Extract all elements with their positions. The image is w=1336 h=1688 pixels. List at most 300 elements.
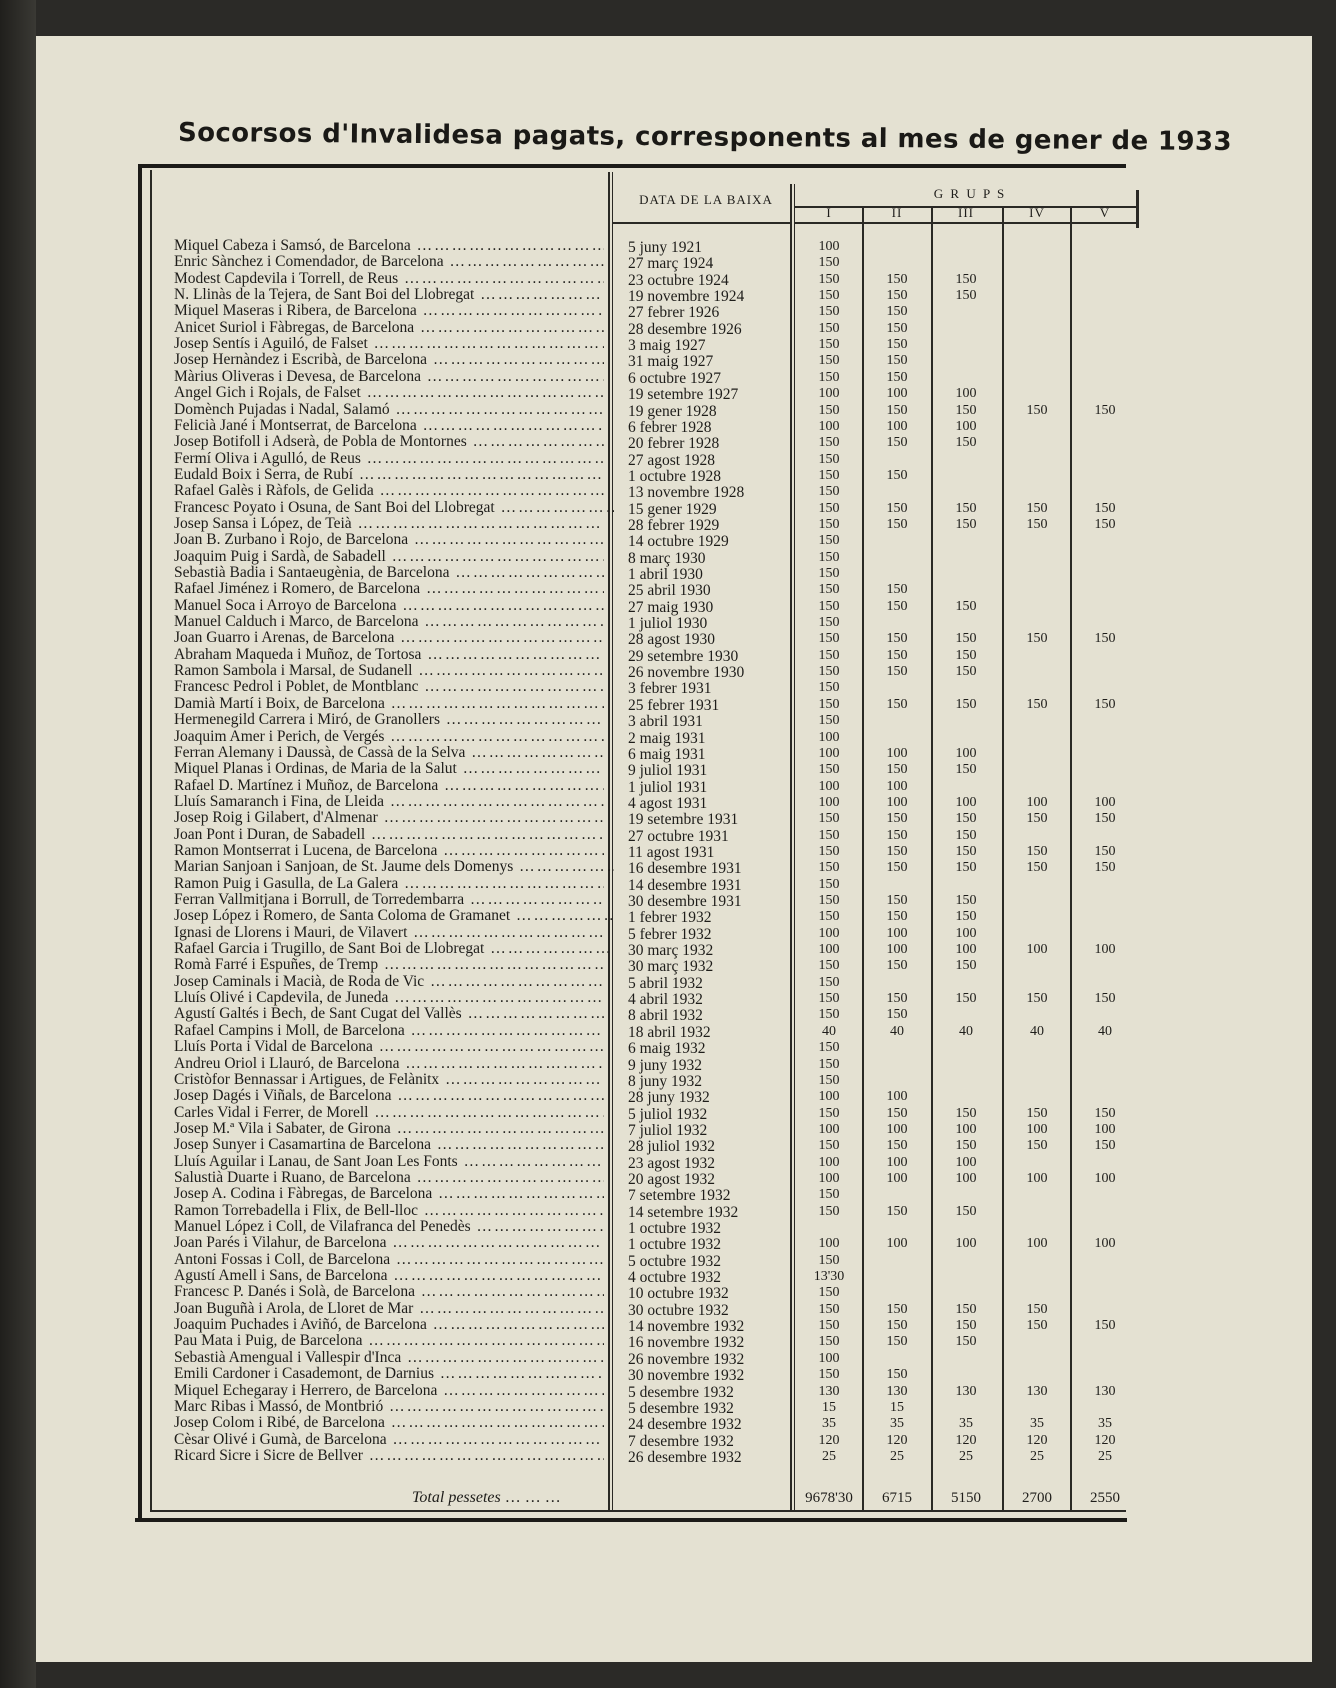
row-value-group-1: 25 [822,1449,836,1464]
row-value-group-2: 150 [886,697,908,712]
row-value-group-3: 130 [955,1384,977,1399]
row-value-group-5: 40 [1098,1024,1112,1039]
row-date: 5 desembre 1932 [628,1400,734,1417]
row-name: Josep Hernàndez i Escribà, de Barcelona …………………………………………………………………………………………………… [174,352,604,368]
row-value-group-2: 150 [886,958,908,973]
row-date: 28 juliol 1932 [628,1138,715,1155]
row-name: Romà Farré i Espuñes, de Tremp …………………………………………………………………………………………………… [174,957,604,973]
row-value-group-1: 130 [818,1384,840,1399]
row-value-group-4: 150 [1026,860,1048,875]
row-date: 5 juliol 1932 [628,1106,708,1123]
row-value-group-4: 100 [1026,1122,1048,1137]
row-value-group-1: 100 [818,1155,840,1170]
table-inner-border [150,170,152,1512]
row-date: 18 abril 1932 [628,1024,711,1041]
row-value-group-3: 150 [955,517,977,532]
row-date: 13 novembre 1928 [628,484,745,501]
row-name: Rafael Galès i Ràfols, de Gelida …………………………………………………………………………………………………… [174,483,604,499]
row-date: 2 maig 1931 [628,730,706,747]
row-value-group-1: 150 [818,1204,840,1219]
row-name: Abraham Maqueda i Muñoz, de Tortosa …………………………………………………………………………………………………… [174,647,604,663]
row-value-group-1: 100 [818,1236,840,1251]
row-value-group-3: 100 [955,926,977,941]
row-value-group-4: 130 [1026,1384,1048,1399]
row-date: 26 novembre 1930 [628,664,745,681]
row-value-group-2: 150 [886,762,908,777]
row-date: 3 maig 1927 [628,337,706,354]
row-value-group-1: 150 [818,1057,840,1072]
row-name: Andreu Oriol i Llauró, de Barcelona …………………………………………………………………………………………………… [174,1056,604,1072]
row-date: 28 desembre 1926 [628,321,742,338]
row-name: Agustí Galtés i Bech, de Sant Cugat del Vallès …………………………………………………………………………………………………… [174,1006,604,1022]
row-date: 19 novembre 1924 [628,288,745,305]
row-name: Carles Vidal i Ferrer, de Morell …………………………………………………………………………………………………… [174,1105,604,1121]
row-date: 30 desembre 1931 [628,893,742,910]
row-name: Sebastià Amengual i Vallespir d'Inca …………………………………………………………………………………………………… [174,1350,604,1366]
row-value-group-2: 150 [886,631,908,646]
row-name: Cristòfor Bennassar i Artigues, de Felànitx …………………………………………………………………………………………………… [174,1072,604,1088]
row-name: Joan Pont i Duran, de Sabadell …………………………………………………………………………………………………… [174,827,604,843]
row-name: Francesc Pedrol i Poblet, de Montblanc …………………………………………………………………………………………………… [174,679,604,695]
row-value-group-5: 100 [1094,942,1116,957]
table-inner-border-bottom [150,1510,1126,1512]
row-value-group-1: 150 [818,566,840,581]
row-value-group-2: 150 [886,599,908,614]
row-value-group-1: 150 [818,1285,840,1300]
row-date: 6 octubre 1927 [628,370,721,387]
header-group-2: II [891,205,903,220]
row-value-group-1: 150 [818,762,840,777]
row-value-group-4: 150 [1026,1138,1048,1153]
row-value-group-3: 25 [959,1449,973,1464]
row-value-group-1: 150 [818,615,840,630]
row-value-group-4: 150 [1026,697,1048,712]
row-name: Josep López i Romero, de Santa Coloma de Gramanet …………………………………………………………………………………………………… [174,908,614,924]
row-value-group-2: 120 [886,1433,908,1448]
row-value-group-2: 150 [886,828,908,843]
row-date: 25 febrer 1931 [628,697,720,714]
row-name: Francesc Poyato i Osuna, de Sant Boi del Llobregat …………………………………………………………………………………………………… [174,500,614,516]
row-name: Miquel Cabeza i Samsó, de Barcelona …………………………………………………………………………………………………… [174,238,604,254]
row-value-group-4: 100 [1026,1236,1048,1251]
row-value-group-1: 150 [818,288,840,303]
header-group-1: I [826,205,832,220]
row-value-group-3: 100 [955,1171,977,1186]
row-value-group-1: 150 [818,484,840,499]
row-value-group-3: 150 [955,435,977,450]
row-value-group-2: 150 [886,909,908,924]
header-divider-date [612,222,792,224]
row-name: Rafael Jiménez i Romero, de Barcelona …………………………………………………………………………………………………… [174,581,604,597]
row-value-group-1: 150 [818,844,840,859]
row-value-group-2: 100 [886,795,908,810]
header-grups: G R U P S [933,186,1007,201]
row-value-group-1: 150 [818,1187,840,1202]
header-group-3: III [958,205,974,220]
row-name: Damià Martí i Boix, de Barcelona …………………………………………………………………………………………………… [174,696,604,712]
table-frame-bottom [135,1518,1127,1522]
row-name: Rafael Garcia i Trugillo, de Sant Boi de Llobregat …………………………………………………………………………………………………… [174,941,614,957]
row-value-group-4: 120 [1026,1433,1048,1448]
row-value-group-3: 150 [955,844,977,859]
row-value-group-4: 150 [1026,844,1048,859]
row-value-group-5: 25 [1098,1449,1112,1464]
row-name: Joan Parés i Vilahur, de Barcelona …………………………………………………………………………………………………… [174,1235,604,1251]
row-value-group-2: 100 [886,419,908,434]
row-value-group-4: 150 [1026,501,1048,516]
row-value-group-2: 150 [886,1302,908,1317]
row-value-group-4: 150 [1026,517,1048,532]
row-value-group-4: 40 [1030,1024,1044,1039]
row-value-group-3: 150 [955,828,977,843]
row-value-group-2: 25 [890,1449,904,1464]
row-value-group-4: 150 [1026,403,1048,418]
row-date: 20 febrer 1928 [628,435,720,452]
row-value-group-5: 150 [1094,1318,1116,1333]
row-value-group-2: 150 [886,337,908,352]
row-value-group-3: 150 [955,860,977,875]
row-value-group-2: 150 [886,501,908,516]
row-date: 1 octubre 1928 [628,468,721,485]
row-date: 26 novembre 1932 [628,1351,745,1368]
row-date: 5 abril 1932 [628,975,703,992]
row-value-group-1: 150 [818,680,840,695]
row-date: 30 octubre 1932 [628,1302,729,1319]
row-value-group-3: 150 [955,1106,977,1121]
row-name: Domènch Pujadas i Nadal, Salamó …………………………………………………………………………………………………… [174,402,604,418]
row-value-group-2: 150 [886,991,908,1006]
row-date: 27 agost 1928 [628,452,715,469]
row-value-group-2: 100 [886,1122,908,1137]
row-value-group-3: 150 [955,991,977,1006]
row-value-group-3: 150 [955,1204,977,1219]
row-name: Modest Capdevila i Torrell, de Reus …………………………………………………………………………………………………… [174,271,604,287]
row-value-group-1: 150 [818,582,840,597]
row-value-group-4: 100 [1026,795,1048,810]
row-name: Josep A. Codina i Fàbregas, de Barcelona …………………………………………………………………………………………………… [174,1186,604,1202]
row-value-group-3: 100 [955,419,977,434]
row-date: 30 novembre 1932 [628,1367,745,1384]
row-name: Ramon Torrebadella i Flix, de Bell-lloc …………………………………………………………………………………………………… [174,1203,604,1219]
row-value-group-3: 120 [955,1433,977,1448]
row-value-group-3: 100 [955,795,977,810]
row-value-group-2: 150 [886,1367,908,1382]
row-value-group-2: 100 [886,746,908,761]
row-value-group-1: 150 [818,403,840,418]
row-name: Ignasi de Llorens i Mauri, de Vilavert …………………………………………………………………………………………………… [174,925,604,941]
row-name: Josep Colom i Ribé, de Barcelona …………………………………………………………………………………………………… [174,1415,604,1431]
row-value-group-1: 150 [818,991,840,1006]
row-name: Miquel Echegaray i Herrero, de Barcelona …………………………………………………………………………………………………… [174,1383,604,1399]
row-value-group-1: 100 [818,746,840,761]
row-value-group-2: 150 [886,1106,908,1121]
row-value-group-1: 150 [818,370,840,385]
total-group-1: 9678'30 [805,1490,853,1506]
row-value-group-2: 150 [886,893,908,908]
row-date: 10 octubre 1932 [628,1285,729,1302]
row-value-group-2: 100 [886,1171,908,1186]
row-value-group-1: 150 [818,435,840,450]
row-value-group-1: 150 [818,272,840,287]
row-value-group-2: 150 [886,1318,908,1333]
row-name: Josep Dagés i Viñals, de Barcelona …………………………………………………………………………………………………… [174,1088,604,1104]
row-value-group-4: 150 [1026,1106,1048,1121]
row-value-group-1: 120 [818,1433,840,1448]
row-value-group-3: 150 [955,288,977,303]
row-date: 6 maig 1931 [628,746,706,763]
row-value-group-5: 150 [1094,631,1116,646]
total-group-4: 2700 [1022,1490,1052,1506]
row-name: Josep Sunyer i Casamartina de Barcelona …………………………………………………………………………………………………… [174,1137,604,1153]
row-value-group-1: 150 [818,697,840,712]
row-value-group-1: 150 [818,452,840,467]
row-value-group-1: 150 [818,321,840,336]
row-name: Josep M.ª Vila i Sabater, de Girona …………………………………………………………………………………………………… [174,1121,604,1137]
row-value-group-5: 150 [1094,501,1116,516]
row-value-group-1: 150 [818,975,840,990]
row-value-group-1: 150 [818,877,840,892]
row-value-group-2: 35 [890,1416,904,1431]
row-date: 8 juny 1932 [628,1073,703,1090]
row-name: Josep Sansa i López, de Teià …………………………………………………………………………………………………… [174,516,604,532]
row-date: 19 gener 1928 [628,403,717,420]
row-value-group-2: 150 [886,1334,908,1349]
row-value-group-2: 150 [886,811,908,826]
row-value-group-2: 150 [886,403,908,418]
row-date: 23 agost 1932 [628,1155,715,1172]
row-value-group-5: 100 [1094,795,1116,810]
row-name: Emili Cardoner i Casademont, de Darnius …………………………………………………………………………………………………… [174,1366,604,1382]
row-value-group-5: 150 [1094,1106,1116,1121]
row-value-group-4: 150 [1026,811,1048,826]
row-value-group-3: 150 [955,1302,977,1317]
row-date: 1 juliol 1930 [628,615,708,632]
row-name: Salustià Duarte i Ruano, de Barcelona …………………………………………………………………………………………………… [174,1170,604,1186]
row-value-group-3: 150 [955,664,977,679]
row-value-group-3: 150 [955,893,977,908]
column-divider-group-i-double [794,184,795,1512]
row-value-group-3: 150 [955,272,977,287]
row-value-group-4: 100 [1026,1171,1048,1186]
row-date: 5 juny 1921 [628,239,703,256]
row-name: Josep Sentís i Aguiló, de Falset …………………………………………………………………………………………………… [174,336,604,352]
row-date: 8 abril 1932 [628,1007,703,1024]
row-value-group-1: 150 [818,517,840,532]
row-value-group-1: 150 [818,255,840,270]
row-value-group-1: 100 [818,1122,840,1137]
row-value-group-4: 25 [1030,1449,1044,1464]
row-name: Manuel Soca i Arroyo de Barcelona …………………………………………………………………………………………………… [174,598,604,614]
row-value-group-3: 150 [955,501,977,516]
row-value-group-2: 100 [886,1236,908,1251]
row-value-group-1: 150 [818,1073,840,1088]
row-name: Joan Buguñà i Arola, de Lloret de Mar …………………………………………………………………………………………………… [174,1301,604,1317]
row-value-group-2: 150 [886,288,908,303]
row-value-group-2: 150 [886,272,908,287]
row-value-group-1: 150 [818,550,840,565]
row-value-group-1: 100 [818,419,840,434]
row-name: Manuel López i Coll, de Vilafranca del Penedès …………………………………………………………………………………………………… [174,1219,604,1235]
row-value-group-5: 120 [1094,1433,1116,1448]
row-name: Ricard Sicre i Sicre de Bellver …………………………………………………………………………………………………… [174,1448,604,1464]
row-value-group-3: 150 [955,1334,977,1349]
row-value-group-1: 100 [818,730,840,745]
row-value-group-1: 150 [818,304,840,319]
row-value-group-5: 150 [1094,860,1116,875]
row-name: Angel Gich i Rojals, de Falset …………………………………………………………………………………………………… [174,385,604,401]
row-value-group-1: 100 [818,1171,840,1186]
row-name: Miquel Maseras i Ribera, de Barcelona …………………………………………………………………………………………………… [174,303,604,319]
row-date: 19 setembre 1931 [628,811,739,828]
row-name: Marc Ribas i Massó, de Montbrió …………………………………………………………………………………………………… [174,1399,604,1415]
row-value-group-2: 150 [886,517,908,532]
row-value-group-1: 150 [818,337,840,352]
row-date: 24 desembre 1932 [628,1416,742,1433]
row-value-group-1: 150 [818,468,840,483]
row-name: Joaquim Puchades i Aviñó, de Barcelona …………………………………………………………………………………………………… [174,1317,604,1333]
row-value-group-4: 150 [1026,991,1048,1006]
row-date: 7 juliol 1932 [628,1122,708,1139]
row-value-group-2: 100 [886,386,908,401]
row-date: 14 setembre 1932 [628,1204,739,1221]
row-value-group-5: 150 [1094,517,1116,532]
row-date: 3 abril 1931 [628,713,703,730]
row-date: 1 juliol 1931 [628,779,708,796]
row-value-group-1: 150 [818,353,840,368]
row-value-group-2: 150 [886,860,908,875]
row-date: 11 agost 1931 [628,844,715,861]
row-name: Lluís Samaranch i Fina, de Lleida …………………………………………………………………………………………………… [174,794,604,810]
header-date: DATA DE LA BAIXA [639,192,773,207]
row-value-group-1: 150 [818,533,840,548]
row-value-group-4: 150 [1026,631,1048,646]
row-value-group-2: 150 [886,664,908,679]
row-name: Joaquim Puig i Sardà, de Sabadell …………………………………………………………………………………………………… [174,549,604,565]
row-value-group-2: 150 [886,1007,908,1022]
row-date: 5 febrer 1932 [628,926,712,943]
column-divider-group-i [790,184,792,1512]
row-date: 16 desembre 1931 [628,860,742,877]
row-value-group-1: 150 [818,713,840,728]
row-value-group-1: 100 [818,386,840,401]
row-date: 28 agost 1930 [628,631,715,648]
row-value-group-1: 150 [818,893,840,908]
row-date: 30 març 1932 [628,958,714,975]
row-name: Lluís Aguilar i Lanau, de Sant Joan Les Fonts …………………………………………………………………………………………………… [174,1154,604,1170]
row-name: Miquel Planas i Ordinas, de Maria de la Salut …………………………………………………………………………………………………… [174,761,604,777]
row-date: 14 desembre 1931 [628,877,742,894]
row-value-group-3: 150 [955,403,977,418]
row-date: 6 maig 1932 [628,1040,706,1057]
header-divider-bottom [794,222,1138,224]
row-value-group-1: 100 [818,942,840,957]
row-date: 23 octubre 1924 [628,272,729,289]
row-value-group-2: 150 [886,321,908,336]
row-value-group-1: 13'30 [813,1269,845,1284]
row-value-group-2: 150 [886,582,908,597]
row-date: 20 agost 1932 [628,1171,715,1188]
row-value-group-2: 150 [886,468,908,483]
row-value-group-5: 100 [1094,1122,1116,1137]
total-group-5: 2550 [1090,1490,1120,1506]
row-value-group-3: 100 [955,942,977,957]
row-value-group-2: 150 [886,1204,908,1219]
row-value-group-3: 150 [955,697,977,712]
row-name: Enric Sànchez i Comendador, de Barcelona …………………………………………………………………………………………………… [174,254,604,270]
row-value-group-1: 150 [818,1318,840,1333]
row-name: Fermí Oliva i Agulló, de Reus …………………………………………………………………………………………………… [174,451,604,467]
row-name: Rafael Campins i Moll, de Barcelona …………………………………………………………………………………………………… [174,1023,604,1039]
row-value-group-2: 100 [886,1155,908,1170]
row-name: Ramon Sambola i Marsal, de Sudanell …………………………………………………………………………………………………… [174,663,604,679]
row-date: 28 febrer 1929 [628,517,720,534]
row-value-group-1: 150 [818,1334,840,1349]
row-value-group-1: 150 [818,501,840,516]
header-group-5: V [1099,205,1111,220]
row-date: 1 octubre 1932 [628,1220,721,1237]
row-value-group-1: 150 [818,811,840,826]
row-name: Rafael D. Martínez i Muñoz, de Barcelona …………………………………………………………………………………………………… [174,778,604,794]
row-value-group-5: 150 [1094,403,1116,418]
row-value-group-4: 35 [1030,1416,1044,1431]
row-date: 14 novembre 1932 [628,1318,745,1335]
row-value-group-2: 150 [886,1138,908,1153]
row-date: 6 febrer 1928 [628,419,712,436]
row-date: 5 desembre 1932 [628,1384,734,1401]
page-title: Socorsos d'Invalidesa pagats, corresponents al mes de gener de 1933 [177,117,1233,158]
row-date: 27 octubre 1931 [628,828,729,845]
row-name: Ferran Alemany i Daussà, de Cassà de la Selva …………………………………………………………………………………………………… [174,745,604,761]
row-value-group-3: 150 [955,958,977,973]
row-date: 9 juliol 1931 [628,762,708,779]
row-date: 8 març 1930 [628,550,706,567]
row-value-group-1: 35 [822,1416,836,1431]
row-date: 15 gener 1929 [628,501,717,518]
row-date: 1 febrer 1932 [628,909,712,926]
row-value-group-3: 100 [955,1122,977,1137]
row-value-group-3: 150 [955,599,977,614]
row-date: 9 juny 1932 [628,1057,703,1074]
row-name: Sebastià Badia i Santaeugènia, de Barcelona …………………………………………………………………………………………………… [174,565,604,581]
row-value-group-2: 100 [886,779,908,794]
row-date: 4 agost 1931 [628,795,708,812]
row-name: Ramon Montserrat i Lucena, de Barcelona …………………………………………………………………………………………………… [174,843,604,859]
row-value-group-1: 150 [818,664,840,679]
row-name: Eudald Boix i Serra, de Rubí …………………………………………………………………………………………………… [174,467,604,483]
total-label: Total pessetes … … … [412,1489,561,1507]
row-name: Josep Botifoll i Adserà, de Pobla de Montornes …………………………………………………………………………………………………… [174,434,604,450]
row-value-group-2: 100 [886,1089,908,1104]
row-value-group-1: 150 [818,1253,840,1268]
row-value-group-3: 100 [955,1236,977,1251]
row-value-group-2: 150 [886,648,908,663]
row-date: 27 maig 1930 [628,599,714,616]
row-value-group-4: 100 [1026,942,1048,957]
row-value-group-1: 100 [818,239,840,254]
row-value-group-1: 150 [818,1040,840,1055]
row-name: Lluís Porta i Vidal de Barcelona …………………………………………………………………………………………………… [174,1039,604,1055]
row-value-group-1: 150 [818,958,840,973]
row-value-group-1: 100 [818,1089,840,1104]
row-date: 29 setembre 1930 [628,648,739,665]
row-value-group-5: 150 [1094,844,1116,859]
row-value-group-2: 150 [886,353,908,368]
row-value-group-3: 40 [959,1024,973,1039]
row-value-group-1: 150 [818,860,840,875]
row-value-group-3: 100 [955,746,977,761]
row-value-group-1: 150 [818,1007,840,1022]
row-value-group-3: 150 [955,1318,977,1333]
